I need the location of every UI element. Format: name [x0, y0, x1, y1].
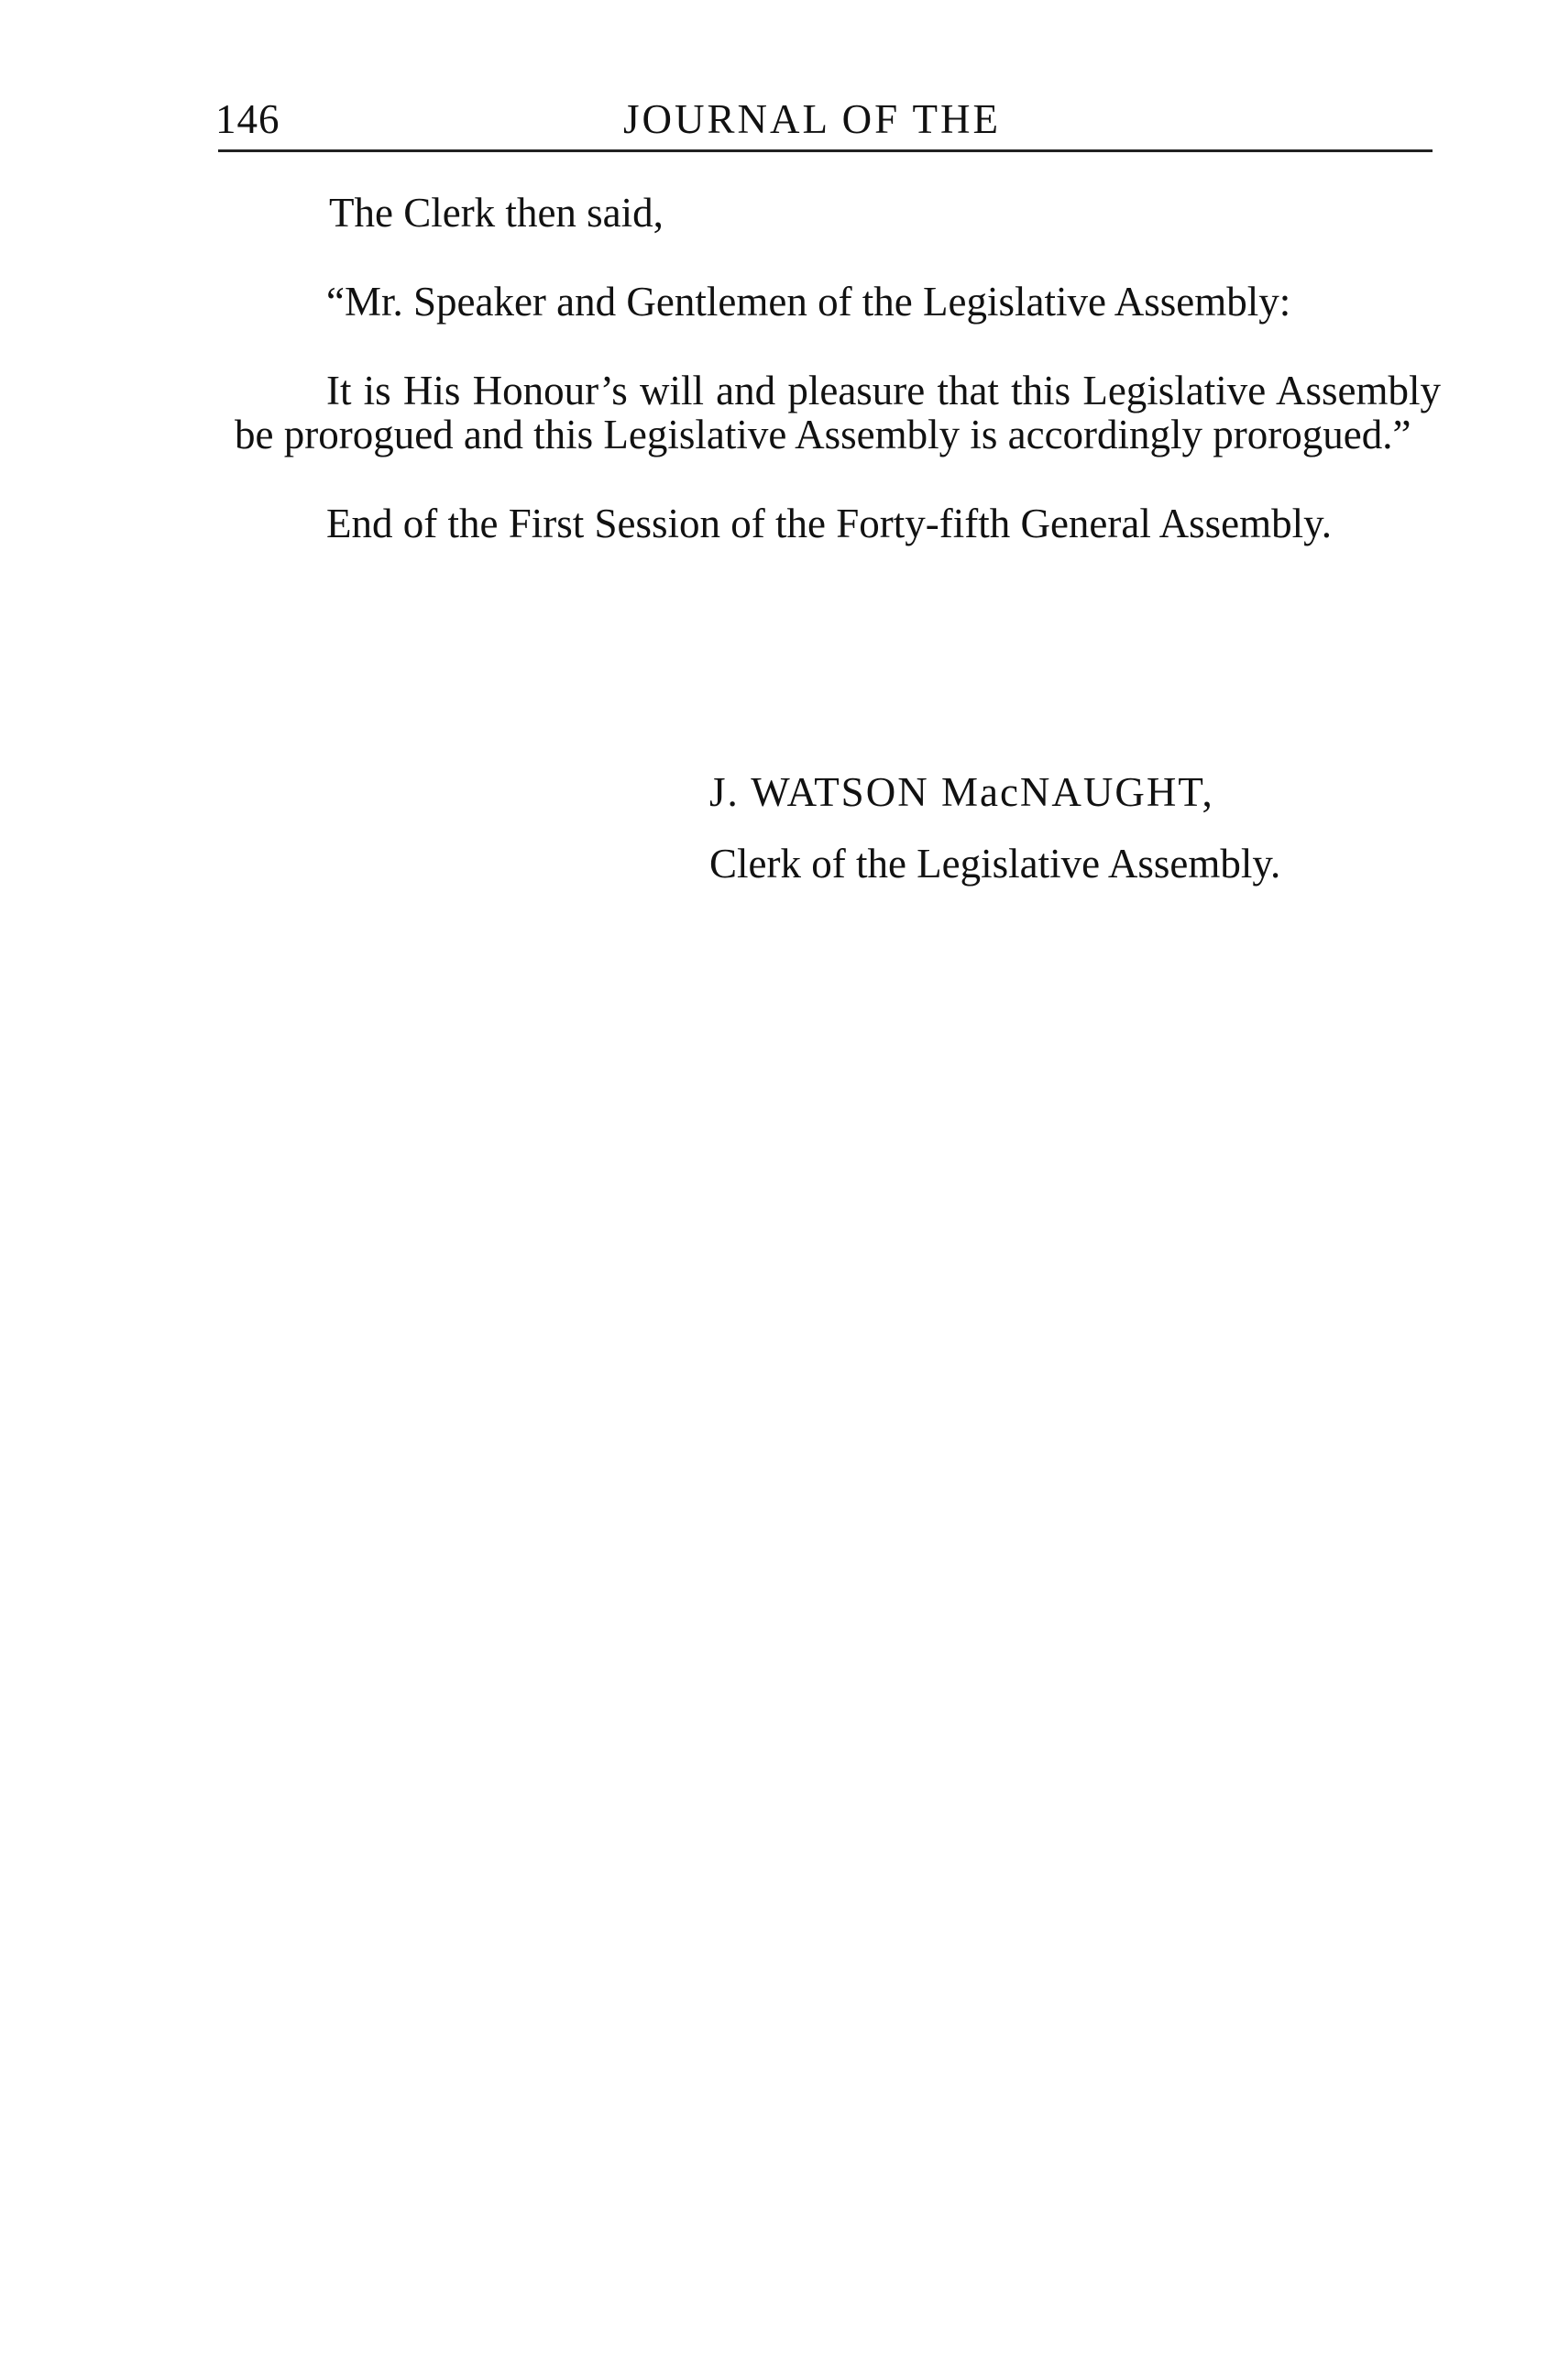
page-number: 146	[215, 96, 280, 142]
page-header	[215, 92, 1433, 147]
paragraph-end-of-session: End of the First Session of the Forty-fifth General Assembly.	[326, 501, 1332, 546]
paragraph-clerk-said: The Clerk then said,	[329, 190, 664, 236]
signatory-title: Clerk of the Legislative Assembly.	[709, 841, 1281, 887]
header-rule	[218, 149, 1433, 152]
signature-block	[709, 756, 1280, 899]
signatory-name: J. WATSON MacNAUGHT,	[709, 769, 1214, 815]
body-text	[235, 191, 1441, 590]
paragraph-prorogation: It is His Honour’s will and pleasure that this Legislative Assembly be prorogued and this Legislative Assembly is accordingly prorogued.”	[235, 368, 1441, 457]
paragraph-address: “Mr. Speaker and Gentlemen of the Legislative Assembly:	[326, 279, 1291, 325]
running-head: JOURNAL OF THE	[623, 96, 1002, 142]
